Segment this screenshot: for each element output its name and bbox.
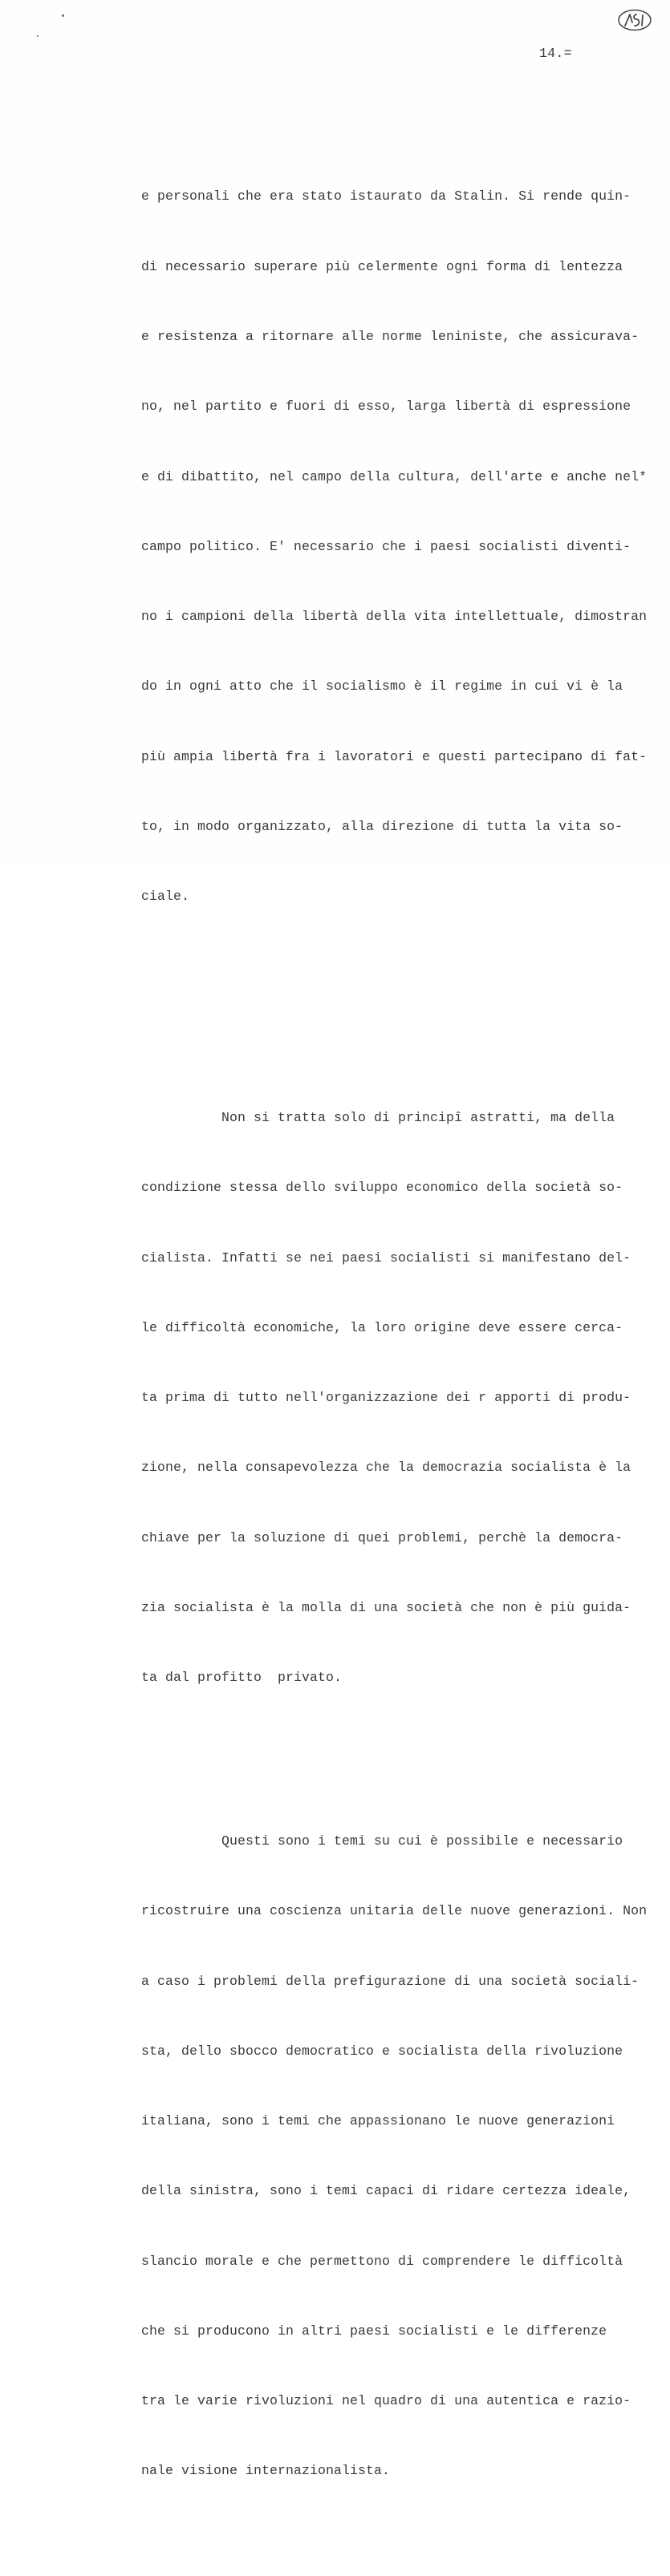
text-line: ta prima di tutto nell'organizzazione dei r apporti di produ-: [141, 1390, 631, 1406]
text-line: do in ogni atto che il socialismo è il regime in cui vi è la: [141, 678, 623, 695]
text-line: no, nel partito e fuori di esso, larga libertà di espressione: [141, 399, 631, 415]
text-line: no i campioni della libertà della vita intellettuale, dimostran: [141, 609, 648, 625]
text-line: e resistenza a ritornare alle norme leniniste, che assicurava-: [141, 328, 640, 344]
text-line: campo politico. E' necessario che i paesi socialisti diventi-: [141, 538, 631, 554]
paper-speck: [37, 35, 39, 37]
text-line: che si producono in altri paesi socialisti e le differenze: [141, 2323, 607, 2339]
text-line: le difficoltà economiche, la loro origine deve essere cerca-: [141, 1319, 623, 1335]
text-line: Non si tratta solo di principî astratti, ma della: [141, 1110, 615, 1126]
text-line: ciale.: [141, 889, 190, 905]
text-line: condizione stessa dello sviluppo economico della società so-: [141, 1180, 623, 1196]
text-line: a caso i problemi della prefigurazione di una società sociali-: [141, 1973, 640, 1989]
text-line: ta dal profitto privato.: [141, 1670, 343, 1686]
paper-speck: [62, 14, 64, 17]
text-line: e personali che era stato istaurato da Stalin. Si rende quin-: [141, 188, 631, 205]
document-body: [141, 91, 648, 2576]
text-line: zione, nella consapevolezza che la democrazia socialista è la: [141, 1460, 631, 1476]
text-line: e di dibattito, nel campo della cultura, dell'arte e anche nel*: [141, 468, 648, 484]
text-line: zia socialista è la molla di una società che non è più guida-: [141, 1600, 631, 1615]
text-line: slancio morale e che permettono di comprendere le difficoltà: [141, 2253, 623, 2269]
handwritten-stamp-icon: [617, 8, 652, 32]
text-line: italiana, sono i temi che appassionano le nuove generazioni: [141, 2113, 615, 2129]
text-line: ricostruire una coscienza unitaria delle nuove generazioni. Non: [141, 1903, 648, 1919]
page-number: 14.=: [539, 46, 572, 61]
text-line: chiave per la soluzione di quei problemi, perchè la democra-: [141, 1529, 623, 1545]
text-line: cialista. Infatti se nei paesi socialisti si manifestano del-: [141, 1250, 631, 1266]
paragraph: [141, 1783, 648, 2529]
text-line: di necessario superare più celermente ogni forma di lentezza: [141, 258, 623, 274]
paragraph: [141, 1059, 631, 1736]
paragraph: [141, 138, 648, 954]
text-line: della sinistra, sono i temi capaci di ridare certezza ideale,: [141, 2183, 631, 2199]
text-line: nale visione internazionalista.: [141, 2463, 391, 2479]
text-line: più ampia libertà fra i lavoratori e questi partecipano di fat-: [141, 748, 648, 764]
text-line: tra le varie rivoluzioni nel quadro di una autentica e razio-: [141, 2393, 631, 2409]
archive-stamp: [617, 8, 652, 32]
text-line: to, in modo organizzato, alla direzione di tutta la vita so-: [141, 818, 623, 834]
text-line: Questi sono i temi su cui è possibile e necessario: [141, 1833, 623, 1849]
text-line: sta, dello sbocco democratico e socialista della rivoluzione: [141, 2043, 623, 2059]
paragraph-gap: [141, 1002, 623, 1013]
